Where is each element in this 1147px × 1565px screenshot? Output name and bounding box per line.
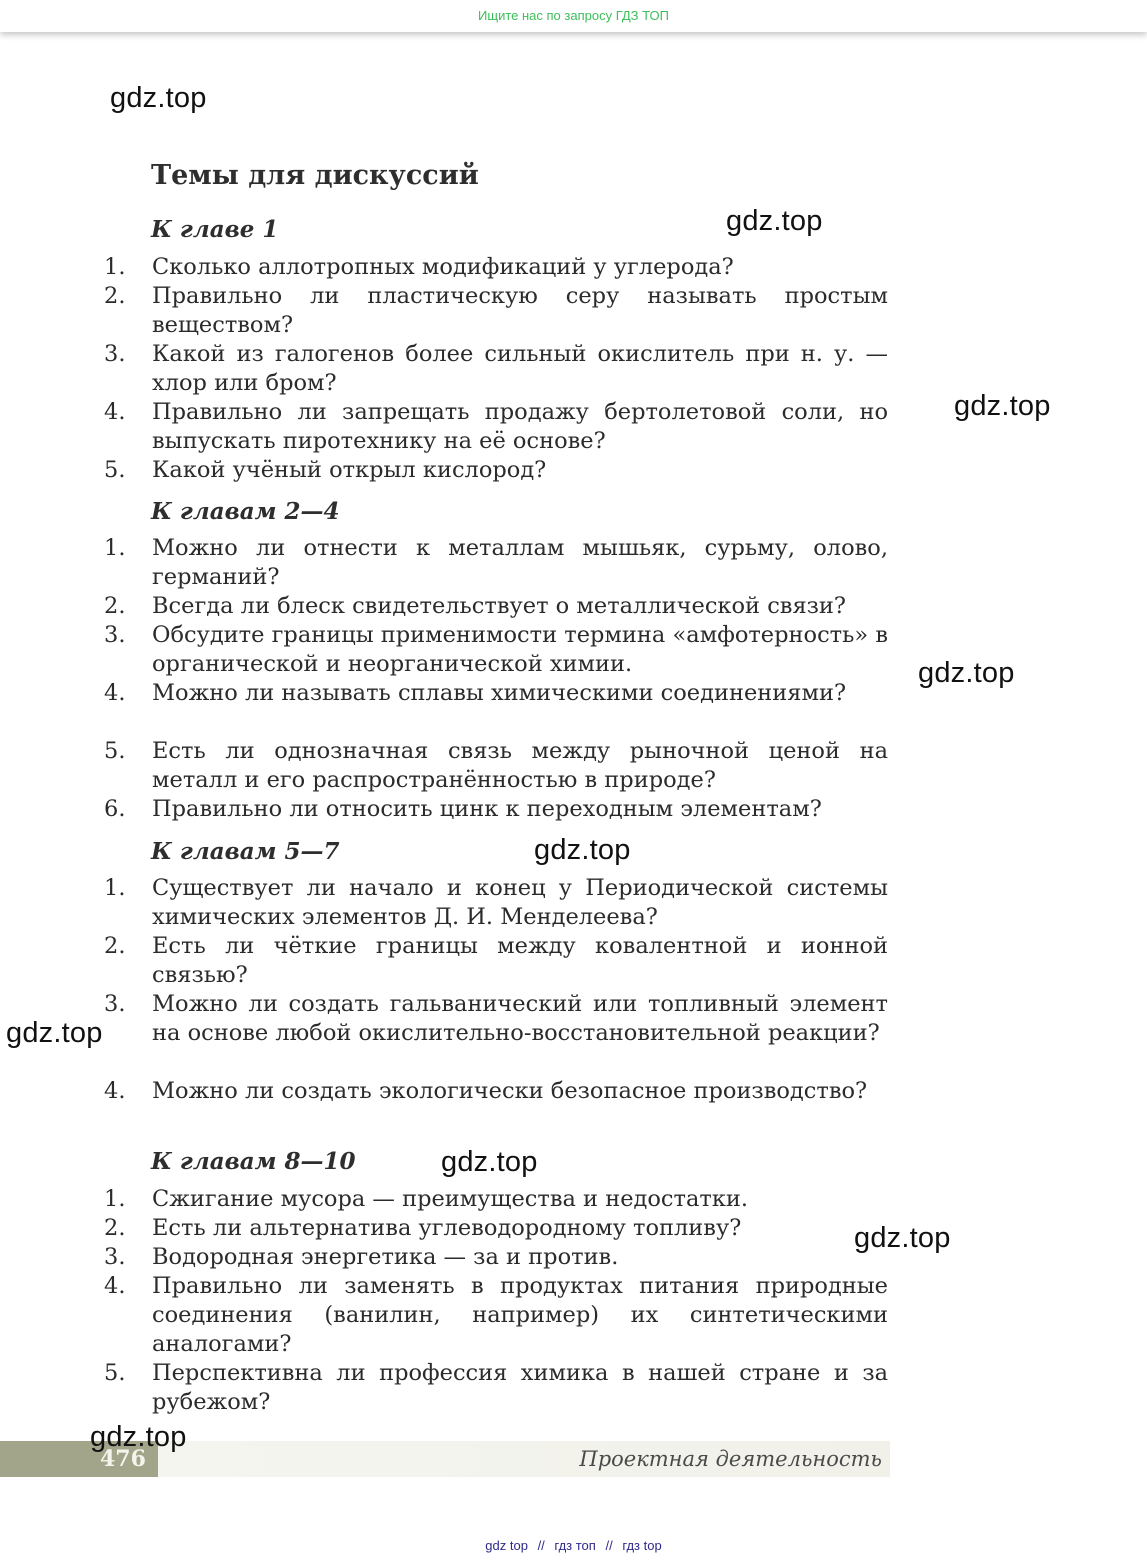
item-number: 4. [104,1273,126,1299]
item-number: 3. [104,1244,126,1270]
item-text: Правильно ли относить цинк к переходным элементам? [152,796,822,822]
item-text: Есть ли альтернатива углеводородному топливу? [152,1215,742,1241]
running-title: Проектная деятельность [579,1447,882,1471]
item-text: Сколько аллотропных модификаций у углерода? [152,254,734,280]
watermark: gdz.top [90,1421,187,1453]
watermark: gdz.top [110,82,207,114]
item-text: Можно ли создать экологически безопасное производство? [152,1078,868,1104]
bottom-links [0,1538,1147,1553]
link-separator: // [537,1538,545,1553]
section-heading: К главам 8—10 [151,1148,356,1175]
item-number: 4. [104,399,126,425]
link-separator: // [605,1538,613,1553]
watermark: gdz.top [854,1222,951,1254]
watermark: gdz.top [918,657,1015,689]
watermark: gdz.top [726,205,823,237]
item-text: Сжигание мусора — преимущества и недостатки. [152,1186,749,1212]
item-text: Существует ли начало и конец у Периодической системы химических элементов Д. И. Менделеева? [152,875,888,930]
item-number: 2. [104,1215,126,1241]
page-number: 476 [0,1441,158,1477]
item-number: 1. [104,254,126,280]
section-heading: К главам 5—7 [151,838,340,865]
watermark: gdz.top [441,1146,538,1178]
watermark: gdz.top [534,834,631,866]
bottom-link[interactable]: гдз top [622,1538,662,1553]
page-title: Темы для дискуссий [151,160,479,191]
item-text: Есть ли чёткие границы между ковалентной и ионной связью? [152,933,888,988]
item-number: 1. [104,1186,126,1212]
item-text: Обсудите границы применимости термина «амфотерность» в органической и неорганической химии. [152,622,888,677]
watermark: gdz.top [6,1017,103,1049]
item-text: Правильно ли заменять в продуктах питания природные соединения (ванилин, например) их синтетическими аналогами? [152,1273,888,1357]
item-text: Можно ли называть сплавы химическими соединениями? [152,680,847,706]
section-heading: К главе 1 [151,216,279,243]
item-number: 2. [104,283,126,309]
watermark: gdz.top [954,390,1051,422]
item-number: 4. [104,680,126,706]
section-heading: К главам 2—4 [151,498,340,525]
item-number: 5. [104,1360,126,1386]
item-number: 6. [104,796,126,822]
top-banner [0,0,1147,32]
item-text: Водородная энергетика — за и против. [152,1244,619,1270]
item-number: 3. [104,341,126,367]
search-hint-link[interactable]: Ищите нас по запросу ГДЗ ТОП [478,8,669,23]
item-number: 5. [104,738,126,764]
item-number: 2. [104,933,126,959]
item-text: Какой учёный открыл кислород? [152,457,547,483]
item-number: 1. [104,535,126,561]
item-text: Перспективна ли профессия химика в нашей стране и за рубежом? [152,1360,888,1415]
item-number: 3. [104,991,126,1017]
item-text: Правильно ли запрещать продажу бертолетовой соли, но выпускать пиротехнику на её основе? [152,399,888,454]
item-number: 3. [104,622,126,648]
item-text: Можно ли отнести к металлам мышьяк, сурьму, олово, германий? [152,535,888,590]
item-number: 5. [104,457,126,483]
item-number: 4. [104,1078,126,1104]
item-text: Есть ли однозначная связь между рыночной ценой на металл и его распространённостью в природе? [152,738,888,793]
item-text: Можно ли создать гальванический или топливный элемент на основе любой окислительно-восстановительной реакции? [152,991,888,1046]
item-text: Какой из галогенов более сильный окислитель при н. у. — хлор или бром? [152,341,888,396]
item-text: Всегда ли блеск свидетельствует о металлической связи? [152,593,846,619]
item-number: 2. [104,593,126,619]
item-number: 1. [104,875,126,901]
bottom-link[interactable]: гдз топ [554,1538,596,1553]
bottom-link[interactable]: gdz top [485,1538,528,1553]
item-text: Правильно ли пластическую серу называть простым веществом? [152,283,888,338]
